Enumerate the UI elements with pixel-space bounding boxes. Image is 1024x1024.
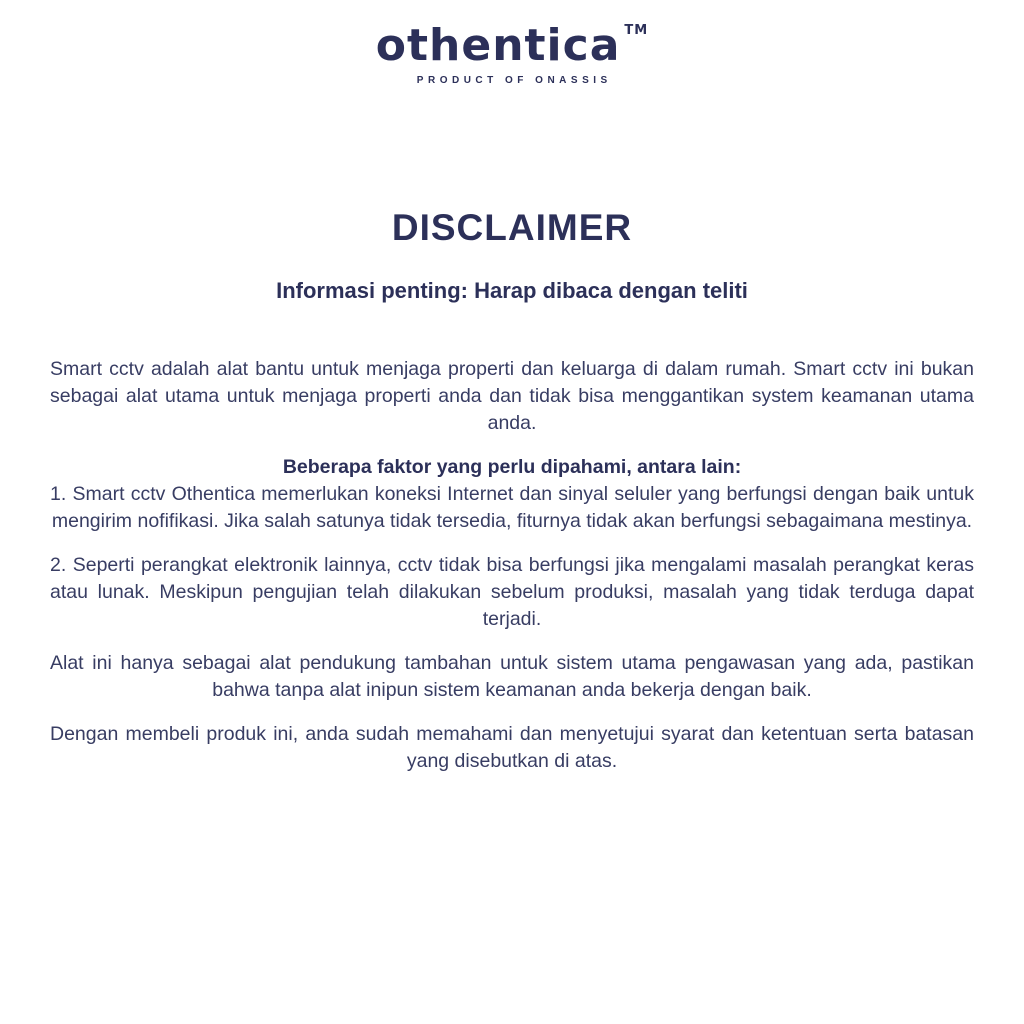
closing-paragraph-1: Alat ini hanya sebagai alat pendukung tambahan untuk sistem utama pengawasan yang ada, pastikan bahwa tanpa alat inipun sistem keamanan anda bekerja dengan baik. <box>50 652 974 701</box>
factors-heading: Beberapa faktor yang perlu dipahami, antara lain: <box>282 456 742 478</box>
page-title: DISCLAIMER <box>391 207 633 248</box>
trademark-symbol: TM <box>624 23 649 38</box>
brand-logo <box>0 0 1024 86</box>
intro-paragraph: Smart cctv adalah alat bantu untuk menjaga properti dan keluarga di dalam rumah. Smart cctv ini bukan sebagai alat utama untuk menjaga properti anda dan tidak bisa menggantikan system keamanan utama anda. <box>50 358 974 434</box>
closing-paragraph-2: Dengan membeli produk ini, anda sudah memahami dan menyetujui syarat dan ketentuan serta batasan yang disebutkan di atas. <box>50 723 974 772</box>
brand-tagline: PRODUCT OF ONASSIS <box>416 75 612 86</box>
page-subtitle: Informasi penting: Harap dibaca dengan teliti <box>276 278 748 303</box>
brand-wordmark-row <box>0 20 1024 71</box>
factor-item-2: 2. Seperti perangkat elektronik lainnya, cctv tidak bisa berfungsi jika mengalami masalah perangkat keras atau lunak. Meskipun pengujian telah dilakukan sebelum produksi, masalah yang tidak terduga dapat terjadi. <box>50 554 974 630</box>
brand-wordmark: othentica <box>375 20 621 71</box>
factor-item-1: 1. Smart cctv Othentica memerlukan koneksi Internet dan sinyal seluler yang berfungsi dengan baik untuk mengirim nofifikasi. Jika salah satunya tidak tersedia, fiturnya tidak akan berfungsi sebagaimana mestinya. <box>50 483 974 532</box>
disclaimer-content <box>0 356 1024 775</box>
